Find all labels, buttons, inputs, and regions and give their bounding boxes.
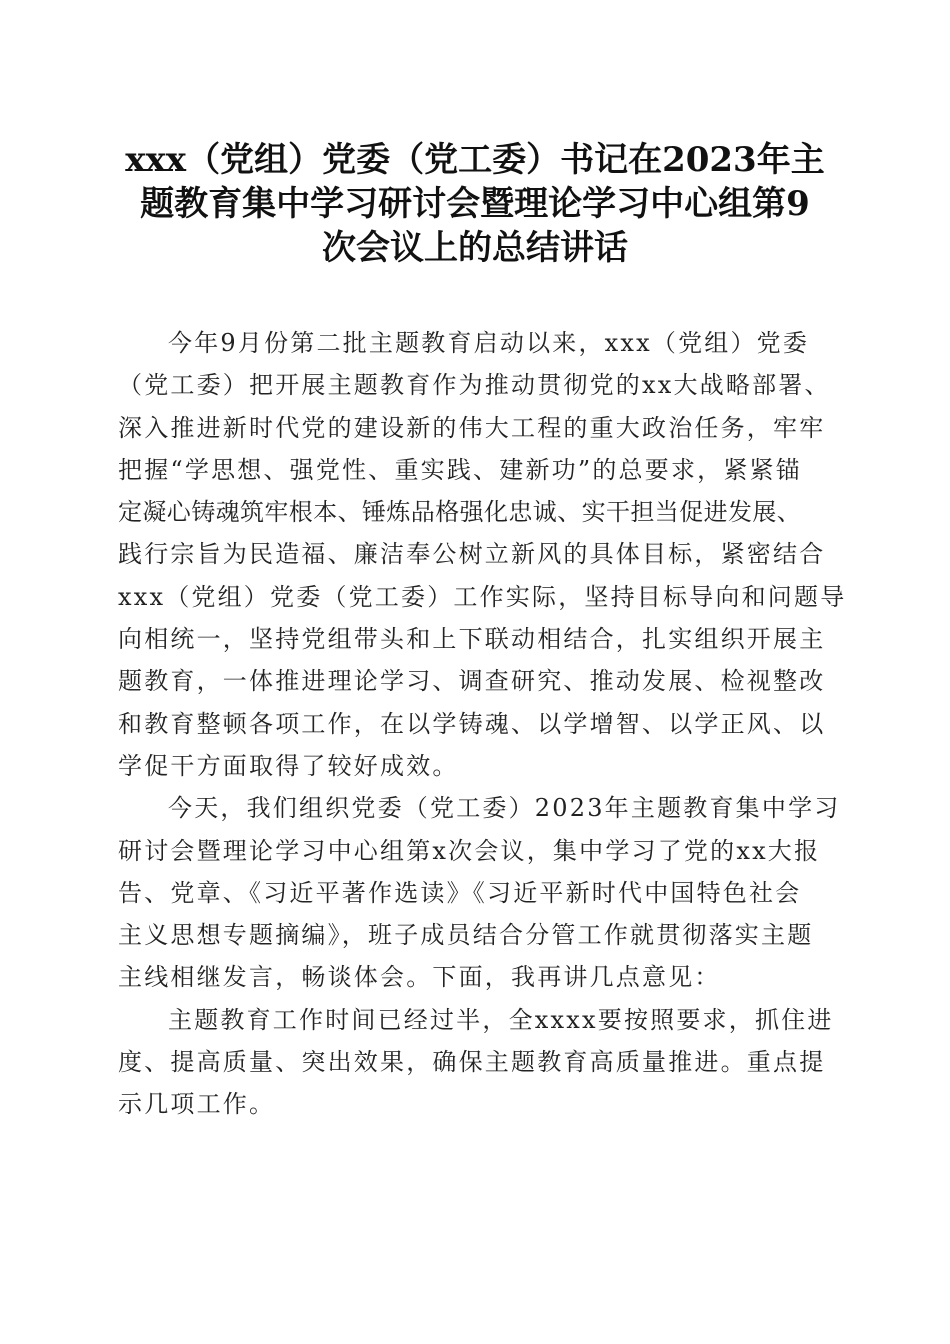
paragraph-1: [118, 322, 847, 787]
paragraph-line: 主义思想专题摘编》，班子成员结合分管工作就贯彻落实主题: [118, 921, 814, 950]
paragraph-line: 告、党章、《习近平著作选读》《习近平新时代中国特色社会: [118, 878, 802, 907]
paragraph-line: 研讨会暨理论学习中心组第x次会议，集中学习了党的xx大报: [118, 836, 821, 865]
paragraph-line: 学促干方面取得了较好成效。: [118, 751, 459, 780]
paragraph-line: （党工委）把开展主题教育作为推动贯彻党的xx大战略部署、: [118, 371, 831, 400]
title-line: 题教育集中学习研讨会暨理论学习中心组第9: [140, 184, 810, 224]
paragraph-line: 主题教育工作时间已经过半，全xxxx要按照要求，抓住进: [168, 1005, 834, 1034]
paragraph-line: 主线相继发言，畅谈体会。下面，我再讲几点意见：: [118, 963, 721, 992]
paragraph-3: [118, 999, 836, 1126]
paragraph-line: 题教育，一体推进理论学习、调查研究、推动发展、检视整改: [118, 667, 826, 696]
paragraph-line: 度、提高质量、突出效果，确保主题教育高质量推进。重点提: [118, 1048, 826, 1077]
document-title: [100, 138, 850, 270]
paragraph-line: 定凝心铸魂筑牢根本、锤炼品格强化忠诚、实干担当促进发展、: [118, 498, 802, 527]
paragraph-line: 把握“学思想、强党性、重实践、建新功”的总要求，紧紧锚: [118, 455, 802, 484]
title-line: 次会议上的总结讲话: [322, 228, 628, 268]
paragraph-line: 今天，我们组织党委（党工委）2023年主题教育集中学习: [168, 794, 841, 823]
paragraph-line: 今年9月份第二批主题教育启动以来，xxx（党组）党委: [168, 329, 810, 357]
paragraph-line: 践行宗旨为民造福、廉洁奉公树立新风的具体目标，紧密结合: [118, 540, 826, 569]
paragraph-line: 向相统一，坚持党组带头和上下联动相结合，扎实组织开展主: [118, 625, 826, 654]
paragraph-line: 和教育整顿各项工作，在以学铸魂、以学增智、以学正风、以: [118, 709, 826, 738]
paragraph-line: 深入推进新时代党的建设新的伟大工程的重大政治任务，牢牢: [118, 413, 826, 442]
paragraph-line: 示几项工作。: [118, 1090, 276, 1119]
paragraph-line: xxx（党组）党委（党工委）工作实际，坚持目标导向和问题导: [118, 582, 847, 611]
document-body: [118, 322, 847, 1126]
title-line: xxx（党组）党委（党工委）书记在2023年主: [125, 140, 825, 180]
paragraph-2: [118, 787, 841, 998]
